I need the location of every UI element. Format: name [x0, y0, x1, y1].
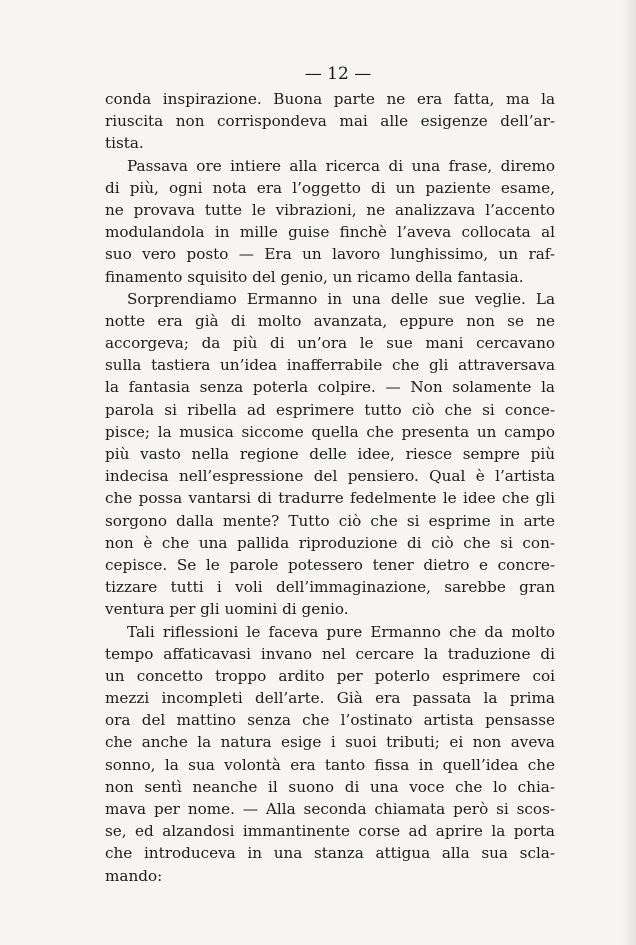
text-line: modulandola in mille guise finchè l’aveva collocata al	[105, 223, 555, 242]
text-line: riuscita non corrispondeva mai alle esigenze dell’ar-	[105, 112, 555, 131]
page-edge-shadow	[622, 0, 636, 945]
text-line: sorgono dalla mente? Tutto ciò che si esprime in arte	[105, 511, 555, 530]
text-line: la fantasia senza poterla colpire. — Non solamente la	[105, 378, 555, 397]
text-line: tizzare tutti i voli dell’immaginazione, sarebbe gran	[105, 578, 555, 597]
text-line: cepisce. Se le parole potessero tener dietro e concre-	[105, 555, 555, 574]
text-line: accorgeva; da più di un’ora le sue mani cercavano	[105, 334, 555, 353]
text-line: parola si ribella ad esprimere tutto ciò che si conce-	[105, 400, 555, 419]
text-line: conda inspirazione. Buona parte ne era fatta, ma la	[105, 90, 555, 108]
body-text	[105, 88, 555, 887]
text-line: Sorprendiamo Ermanno in una delle sue veglie. La	[127, 289, 555, 308]
text-line: se, ed alzandosi immantinente corse ad aprire la porta	[105, 822, 555, 841]
text-line: che possa vantarsi di tradurre fedelmente le idee che gli	[105, 489, 555, 508]
page-number: — 12 —	[304, 64, 372, 84]
text-line: mezzi incompleti dell’arte. Già era passata la prima	[105, 689, 555, 708]
text-line: sulla tastiera un’idea inafferrabile che gli attraversava	[105, 356, 555, 375]
text-line: tista.	[105, 134, 144, 153]
text-line: mando:	[105, 866, 163, 885]
text-line: ventura per gli uomini di genio.	[105, 600, 349, 619]
text-line: mava per nome. — Alla seconda chiamata però si scos-	[105, 800, 555, 818]
paragraph-2	[105, 155, 555, 288]
text-line: di più, ogni nota era l’oggetto di un paziente esame,	[105, 178, 555, 197]
text-line: non è che una pallida riproduzione di ciò che si con-	[105, 533, 555, 552]
text-line: indecisa nell’espressione del pensiero. Qual è l’artista	[105, 467, 555, 486]
text-line: più vasto nella regione delle idee, riesce sempre più	[105, 445, 555, 463]
paragraph-3	[105, 288, 555, 621]
text-line: che anche la natura esige i suoi tributi; ei non aveva	[105, 733, 555, 752]
text-line: ora del mattino senza che l’ostinato artista pensasse	[105, 711, 555, 730]
text-line: un concetto troppo ardito per poterlo esprimere coi	[105, 666, 555, 685]
text-line: tempo affaticavasi invano nel cercare la traduzione di	[105, 644, 555, 663]
text-line: ne provava tutte le vibrazioni, ne analizzava l’accento	[105, 200, 555, 219]
text-line: pisce; la musica siccome quella che presenta un campo	[105, 422, 555, 441]
text-line: notte era già di molto avanzata, eppure non se ne	[105, 311, 555, 330]
paragraph-4	[105, 621, 555, 887]
text-line: suo vero posto — Era un lavoro lunghissimo, un raf-	[105, 245, 555, 264]
paragraph-1	[105, 88, 555, 155]
text-line: sonno, la sua volontà era tanto fissa in quell’idea che	[105, 755, 555, 774]
text-line: che introduceva in una stanza attigua alla sua scla-	[105, 844, 555, 863]
text-line: finamento squisito del genio, un ricamo della fantasia.	[105, 267, 524, 286]
text-line: non sentì neanche il suono di una voce che lo chia-	[105, 777, 555, 796]
text-line: Passava ore intiere alla ricerca di una frase, diremo	[127, 156, 555, 175]
text-line: Tali riflessioni le faceva pure Ermanno che da molto	[127, 622, 555, 641]
